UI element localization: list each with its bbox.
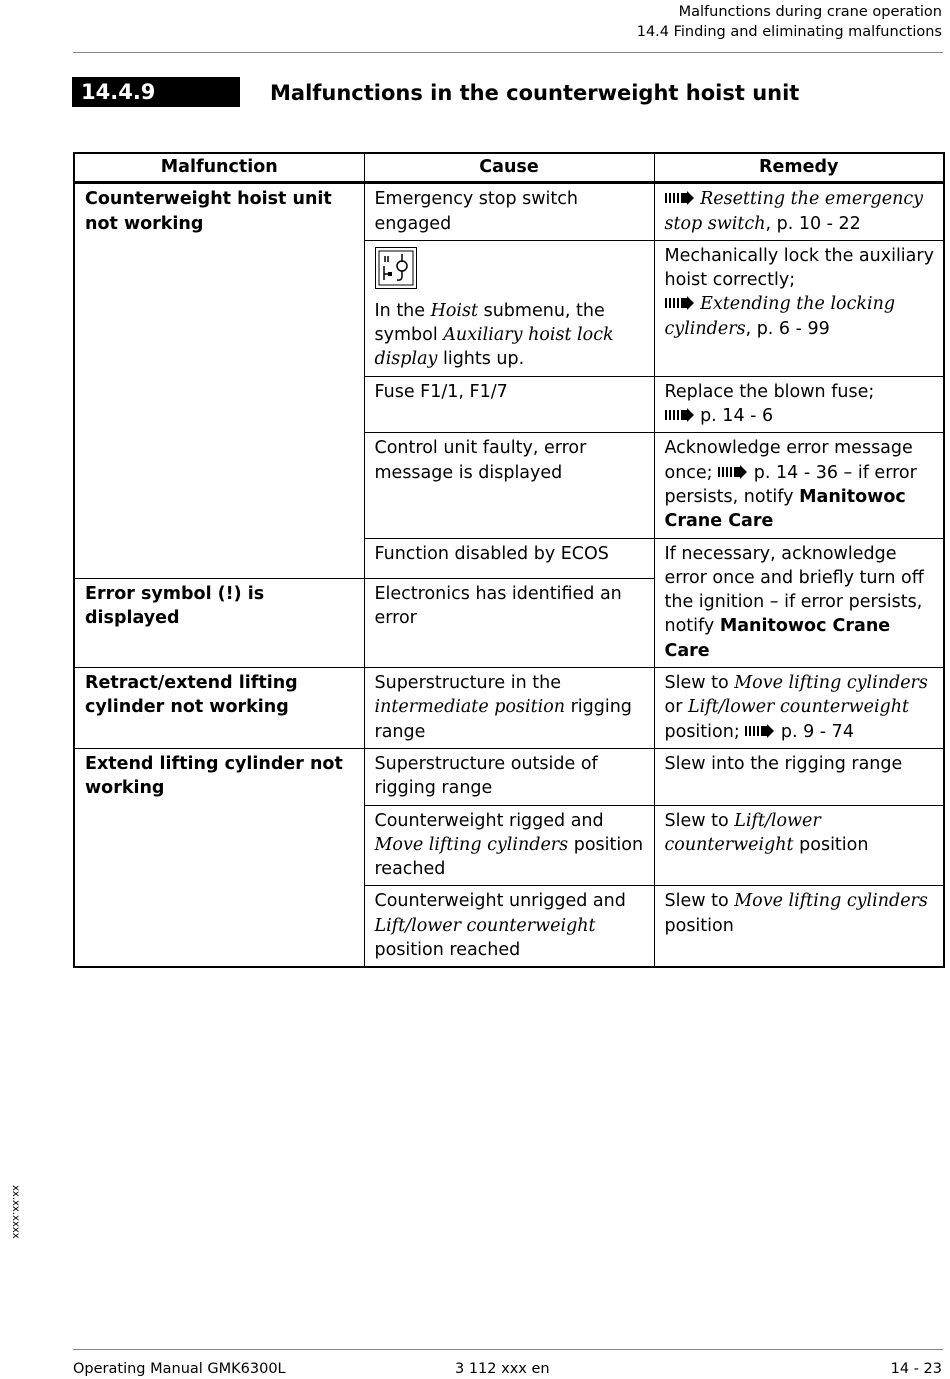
cause-cell: Counterweight rigged and Move lifting cylinders position reached	[364, 805, 654, 886]
table-row	[74, 183, 944, 241]
section-title: Malfunctions in the counterweight hoist unit	[270, 81, 800, 105]
arrow-reference-icon	[718, 465, 748, 479]
auxiliary-hoist-lock-symbol-icon	[375, 247, 417, 289]
footer-manual-title: Operating Manual GMK6300L	[73, 1361, 286, 1377]
footer-page-number: 14 - 23	[890, 1361, 942, 1377]
running-header-section: 14.4 Finding and eliminating malfunctions	[636, 24, 942, 40]
arrow-reference-icon	[665, 408, 695, 422]
cause-cell: In the Hoist submenu, the symbol Auxiliary hoist lock display lights up.	[364, 240, 654, 376]
running-header-chapter: Malfunctions during crane operation	[678, 4, 942, 20]
table-row	[74, 668, 944, 749]
remedy-cell: Acknowledge error message once; p. 14 - 36 – if error persists, notify Manitowoc Crane Care	[654, 433, 944, 538]
remedy-cell: Mechanically lock the auxiliary hoist correctly; Extending the locking cylinders, p. 6 - 99	[654, 240, 944, 376]
header-remedy: Remedy	[654, 153, 944, 183]
malfunction-retract-extend: Retract/extend lifting cylinder not working	[74, 668, 364, 749]
remedy-cell: If necessary, acknowledge error once and briefly turn off the ignition – if error persists, notify Manitowoc Crane Care	[654, 538, 944, 667]
header-rule	[73, 52, 943, 53]
arrow-reference-icon	[745, 724, 775, 738]
section-number: 14.4.9	[72, 77, 240, 107]
footer-rule	[73, 1349, 943, 1350]
cause-cell: Fuse F1/1, F1/7	[364, 376, 654, 433]
remedy-cell: Slew to Lift/lower counterweight position	[654, 805, 944, 886]
remedy-cell: Slew to Move lifting cylinders or Lift/lower counterweight position; p. 9 - 74	[654, 668, 944, 749]
malfunction-hoist-not-working: Counterweight hoist unit not working	[74, 183, 364, 578]
header-malfunction: Malfunction	[74, 153, 364, 183]
cause-cell: Emergency stop switch engaged	[364, 183, 654, 241]
cause-cell: Function disabled by ECOS	[364, 538, 654, 578]
malfunction-extend-not-working: Extend lifting cylinder not working	[74, 748, 364, 967]
cause-cell: Counterweight unrigged and Lift/lower counterweight position reached	[364, 886, 654, 967]
footer-document-number: 3 112 xxx en	[455, 1361, 550, 1377]
cause-cell: Control unit faulty, error message is displayed	[364, 433, 654, 538]
table-row	[74, 748, 944, 805]
table-header-row	[74, 153, 944, 183]
header-cause: Cause	[364, 153, 654, 183]
cause-cell: Electronics has identified an error	[364, 578, 654, 667]
cause-cell: Superstructure in the intermediate position rigging range	[364, 668, 654, 749]
malfunction-error-symbol: Error symbol (!) is displayed	[74, 578, 364, 667]
arrow-reference-icon	[665, 296, 695, 310]
arrow-reference-icon	[665, 191, 695, 205]
remedy-cell: Replace the blown fuse; p. 14 - 6	[654, 376, 944, 433]
side-date-code: xx.xx.xxxx	[10, 1185, 21, 1239]
remedy-cell: Resetting the emergency stop switch, p. 10 - 22	[654, 183, 944, 241]
remedy-cell: Slew into the rigging range	[654, 748, 944, 805]
malfunction-table	[73, 152, 945, 968]
remedy-cell: Slew to Move lifting cylinders position	[654, 886, 944, 967]
cause-cell: Superstructure outside of rigging range	[364, 748, 654, 805]
